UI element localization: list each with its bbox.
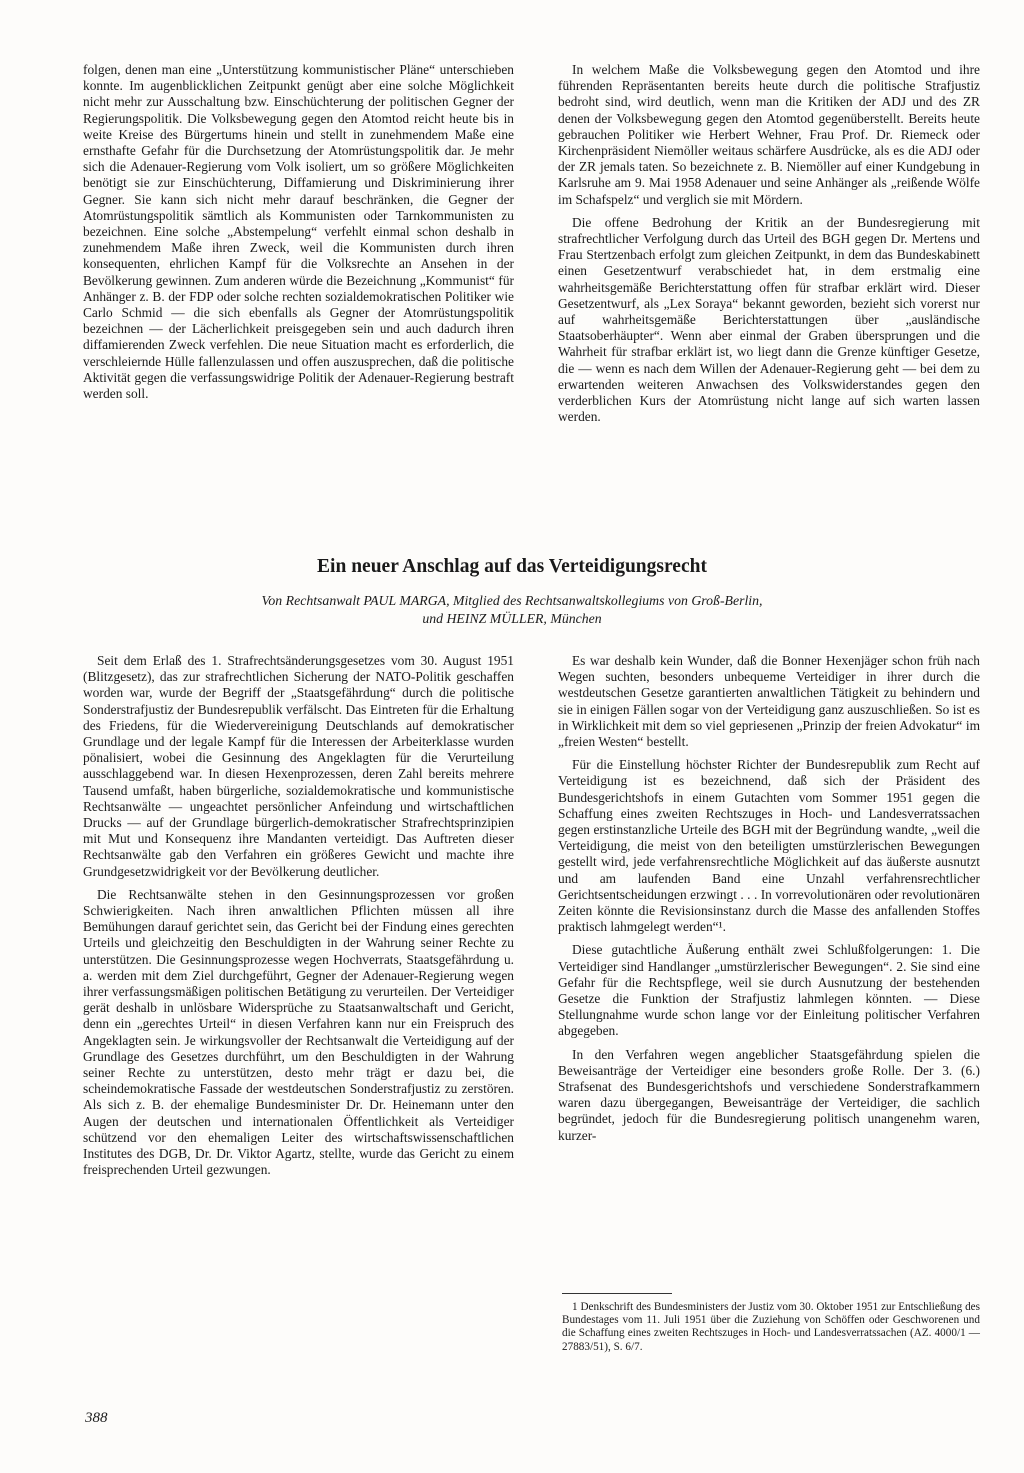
footnote xyxy=(562,1301,980,1354)
byline-line: und HEINZ MÜLLER, München xyxy=(422,611,602,626)
byline xyxy=(110,592,914,628)
paragraph: Seit dem Erlaß des 1. Strafrechtsänderungsgesetzes vom 30. August 1951 (Blitzgesetz), das zur strafrechtlichen Sicherung der NATO-Politik geschaffen worden war, wurde der Begriff der „Staatsgefährdung“ durch die politische Sonderstrafjustiz der Bundesrepublik verfälscht. Das Eintreten für die Erhaltung des Friedens, für die Wiedervereinigung Deutschlands auf demokratischer Grundlage und der legale Kampf für die Interessen der Arbeiterklasse wurden pönalisiert, wobei die Gesinnung des Angeklagten für die Verurteilung ausschlaggebend war. In diesen Hexenprozessen, deren Zahl bereits mehrere Tausend umfaßt, haben bürgerliche, sozialdemokratische und kommunistische Rechtsanwälte — ungeachtet persönlicher Anfeindung und wirtschaftlichen Drucks — auf der Grundlage bürgerlich-demokratischer Strafrechtsprinzipien mit Mut und Konsequenz ihre Mandanten verteidigt. Das Auftreten dieser Rechtsanwälte gab den Verfahren ein größeres Gewicht und machte ihre Grundgesetzwidrigkeit vor der Bevölkerung deutlicher. xyxy=(83,653,514,879)
byline-line: Von Rechtsanwalt PAUL MARGA, Mitglied des Rechtsanwaltskollegiums von Groß-Berlin, xyxy=(261,593,763,608)
paragraph: Diese gutachtliche Äußerung enthält zwei Schlußfolgerungen: 1. Die Verteidiger sind Handlanger „umstürzlerischer Bewegungen“. 2. Sie sind eine Gefahr für die Rechtspflege, weil sie durch Ausnutzung der bestehenden Gesetze die Funktion der Strafjustiz lahmlegen könnten. — Diese Stellungnahme wurde schon lange vor der Einleitung politischer Verfahren abgegeben. xyxy=(558,942,980,1039)
paragraph: In welchem Maße die Volksbewegung gegen den Atomtod und ihre führenden Repräsentanten bereits heute durch die politische Strafjustiz bedroht sind, wird deutlich, wenn man die Kritiken der ADJ und des ZR denen der Volksbewegung gegen den Atomtod gegenüberstellt. Bereits heute gebrauchen Politiker wie Herbert Wehner, Frau Prof. Dr. Riemeck oder Kirchenpräsident Niemöller weitaus schärfere Ausdrücke, als es die ADJ oder der ZR jemals taten. So bezeichnete z. B. Niemöller auf einer Kundgebung in Karlsruhe am 9. Mai 1958 Adenauer und seine Anhänger als „reißende Wölfe im Schafspelz“ und verglich sie mit Mördern. xyxy=(558,62,980,207)
paragraph: folgen, denen man eine „Unterstützung kommunistischer Pläne“ unterschieben konnte. Im augenblicklichen Zeitpunkt genügt aber eine solche Möglichkeit nicht mehr zur Ausschaltung bzw. Einschüchterung der politischen Gegner der Regierungspolitik. Die Volksbewegung gegen den Atomtod reicht heute bis in weite Kreise des Bürgertums hinein und stellt in zunehmendem Maße eine ernsthafte Gefahr für die Durchsetzung der Atomrüstungspolitik dar. Je mehr sich die Adenauer-Regierung vom Volk isoliert, um so größere Möglichkeiten benötigt sie zur Einschüchterung, Diffamierung und Diskriminierung ihrer Gegner. Sie kann sich nicht mehr darauf beschränken, die Gegner der Atomrüstungspolitik sämtlich als Kommunisten oder Tarnkommunisten zu bezeichnen. Eine solche „Abstempelung“ verfehlt einmal schon deshalb in zunehmendem Maße ihren Zweck, weil die Kommunisten durch ihren konsequenten, ehrlichen Kampf für die Volksrechte an Ansehen in der Bevölkerung gewinnen. Zum anderen würde die Bezeichnung „Kommunist“ für Anhänger z. B. der FDP oder solche rechten sozialdemokratischen Politiker wie Carlo Schmid — die sich ebenfalls als Gegner der Atomrüstungspolitik bezeichnen — der Lächerlichkeit preisgegeben sein und auch dadurch ihren diffamierenden Zweck verfehlen. Die neue Situation macht es erforderlich, die verschleiernde Hülle fallenzulassen und offen auszusprechen, daß die politische Aktivität gegen die verfassungswidrige Politik der Adenauer-Regierung bestraft werden soll. xyxy=(83,62,514,402)
top-right-column xyxy=(558,62,980,432)
paragraph: Die offene Bedrohung der Kritik an der Bundesregierung mit strafrechtlicher Verfolgung durch das Urteil des BGH gegen Dr. Mertens und Frau Stertzenbach erfolgt zum gleichen Zeitpunkt, in dem das Bundeskabinett einen Gesetzentwurf verabschiedet hat, in dem erstmalig eine wahrheitsgemäße Berichterstattung offen für strafbar erklärt wird. Dieser Gesetzentwurf, als „Lex Soraya“ bekannt geworden, bezieht sich vorerst nur auf wahrheitsgemäße Berichterstattungen über „ausländische Staatsoberhäupter“. Wenn aber einmal der Graben übersprungen und die Wahrheit für strafbar erklärt ist, wo liegt dann die Grenze künftiger Gesetze, die — wenn es nach dem Willen der Adenauer-Regierung geht — bei dem zu erwartenden weiteren Anwachsen des Volkswiderstandes gegen den verderblichen Kurs der Atomrüstung nicht lange auf sich warten lassen werden. xyxy=(558,214,980,425)
paragraph: In den Verfahren wegen angeblicher Staatsgefährdung spielen die Beweisanträge der Verteidiger eine besonders große Rolle. Der 3. (6.) Strafsenat des Bundesgerichtshofs und verschiedene Sonderstrafkammern waren dazu übergegangen, Beweisanträge der Verteidiger, die sachlich begründet, jedoch für die Bundesregierung politisch unangenehm waren, kurzer- xyxy=(558,1046,980,1143)
bottom-left-column xyxy=(83,653,514,1186)
footnote-divider xyxy=(562,1293,672,1294)
paragraph: Für die Einstellung höchster Richter der Bundesrepublik zum Recht auf Verteidigung ist es bezeichnend, daß sich der Präsident des Bundesgerichtshofs in einem Gutachten vom Sommer 1951 gegen die Schaffung eines zweiten Rechtszuges in Hoch- und Landesverratssachen gegen erstinstanzliche Urteile des BGH mit der Begründung wandte, „weil die Verteidigung, die meist von den beteiligten umstürzlerischen Bewegungen gestellt wird, jede verfahrensrechtliche Möglichkeit auf das äußerste ausnutzt und am laufenden Band eine Unzahl verfahrensrechtlicher Gerichtsentscheidungen erzwingt . . . In vorrevolutionären oder revolutionären Zeiten könnte die Revisionsinstanz durch die Masse des anfallenden Stoffes praktisch lahmgelegt werden“¹. xyxy=(558,757,980,935)
article-title: Ein neuer Anschlag auf das Verteidigungsrecht xyxy=(317,556,707,577)
bottom-right-column xyxy=(558,653,980,1151)
footnote-text: 1 Denkschrift des Bundesministers der Justiz vom 30. Oktober 1951 zur Entschließung des Bundestages vom 11. Juli 1951 über die Zuziehung von Schöffen oder Geschworenen und die Schaffung eines zweiten Rechtszuges in Hoch- und Landesverratssachen (AZ. 4000/1 — 27883/51), S. 6/7. xyxy=(562,1301,980,1353)
paragraph: Die Rechtsanwälte stehen in den Gesinnungsprozessen vor großen Schwierigkeiten. Nach ihren anwaltlichen Pflichten müssen all ihre Bemühungen darauf gerichtet sein, das Gericht bei der Findung eines gerechten Urteils und gleichzeitig den Beschuldigten in der Wahrung seiner Rechte zu unterstützen. Die Gesinnungsprozesse wegen Hochverrats, Staatsgefährdung u. a. werden mit dem Ziel durchgeführt, Gegner der Adenauer-Regierung wegen ihrer verfassungsmäßigen politischen Betätigung zu verurteilen. Der Verteidiger gerät deshalb in unlösbare Widersprüche zu Staatsanwaltschaft und Gericht, denn ein „gerechtes Urteil“ in diesen Verfahren kann nur ein Freispruch des Angeklagten sein. Je wirkungsvoller der Rechtsanwalt die Verteidigung auf der Grundlage des Gesetzes durchführt, um den Beschuldigten in der Wahrung seiner Rechte zu unterstützen, desto mehr trägt er dazu bei, die scheindemokratische Fassade der westdeutschen Sonderstrafjustiz zu zerstören. Als sich z. B. der ehemalige Bundesminister Dr. Dr. Heinemann unter den Augen der deutschen und internationalen Öffentlichkeit als Verteidiger schützend vor den ehemaligen Leiter des wirtschaftswissenschaftlichen Institutes des DGB, Dr. Dr. Viktor Agartz, stellte, wurde das Gericht zu einem freisprechenden Urteil gezwungen. xyxy=(83,886,514,1178)
paragraph: Es war deshalb kein Wunder, daß die Bonner Hexenjäger schon früh nach Wegen suchten, besonders unbequeme Verteidiger in ihrer durch die westdeutschen Gesetze garantierten anwaltlichen Tätigkeit zu behindern und sie in einigen Fällen sogar von der Verteidigung ganz auszuschließen. So ist es in Wirklichkeit mit dem so viel gepriesenen „Prinzip der freien Advokatur“ im „freien Westen“ bestellt. xyxy=(558,653,980,750)
page-number: 388 xyxy=(85,1410,108,1426)
top-left-column xyxy=(83,62,514,409)
